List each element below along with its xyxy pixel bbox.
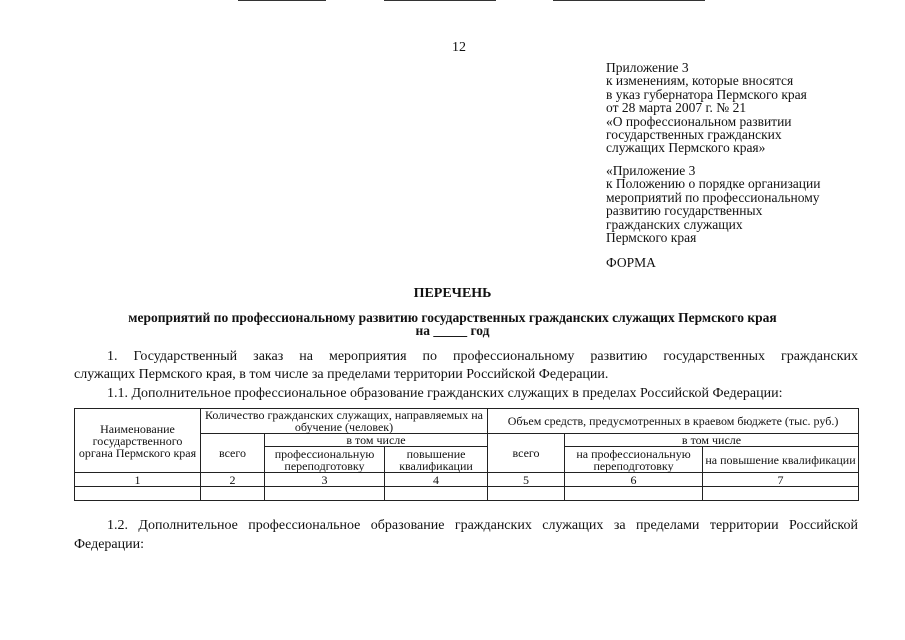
table-cell	[201, 487, 265, 501]
header-qualification: повышение квалификации	[385, 447, 488, 473]
section-1-2-line-1: 1.2. Дополнительное профессиональное образование гражданских служащих за пределами территории Российской	[107, 518, 858, 533]
appendix-line: мероприятий по профессиональному	[606, 189, 820, 205]
header-retraining: профессиональную переподготовку	[265, 447, 385, 473]
form-label: ФОРМА	[606, 255, 656, 270]
appendix-line: служащих Пермского края»	[606, 140, 766, 156]
section-1-1: 1.1. Дополнительное профессиональное образование гражданских служащих в пределах Российской Федерации:	[107, 386, 783, 401]
appendix-line: «Приложение 3	[606, 163, 696, 178]
appendix-line: гражданских служащих	[606, 216, 743, 232]
column-number: 5	[488, 473, 565, 487]
column-number: 2	[201, 473, 265, 487]
appendix-line: Пермского края	[606, 230, 697, 246]
appendix-line: в указ губернатора Пермского края	[606, 86, 807, 102]
column-number: 4	[385, 473, 488, 487]
appendix-block	[606, 61, 807, 155]
form-table	[74, 408, 859, 501]
header-org-name: Наименование государственного органа Пермского края	[75, 409, 201, 473]
header-total-funds: всего	[488, 434, 565, 473]
section-1-line-1: 1. Государственный заказ на мероприятия по профессиональному развитию государственных гражданских	[107, 349, 858, 364]
header-qualification-funds: на повышение квалификации	[703, 447, 859, 473]
appendix-line: к Положению о порядке организации	[606, 176, 821, 192]
appendix-line: к изменениям, которые вносятся	[606, 73, 794, 89]
header-retraining-funds: на профессиональную переподготовку	[565, 447, 703, 473]
table-cell	[75, 487, 201, 501]
top-rule-2	[384, 0, 496, 1]
column-number-row	[75, 473, 859, 487]
appendix-block-2	[606, 164, 820, 244]
appendix-line: государственных гражданских	[606, 127, 782, 143]
appendix-line: Приложение 3	[606, 60, 689, 75]
header-including-count: в том числе	[265, 434, 488, 447]
document-subtitle: мероприятий по профессиональному развитию государственных гражданских служащих Пермского края	[128, 310, 777, 325]
column-number: 6	[565, 473, 703, 487]
page-number: 12	[452, 40, 466, 55]
appendix-line: «О профессиональном развитии	[606, 113, 792, 129]
table-cell	[703, 487, 859, 501]
table-cell	[265, 487, 385, 501]
section-1-line-2: служащих Пермского края, в том числе за пределами территории Российской Федерации.	[74, 367, 609, 382]
table-row	[75, 487, 859, 501]
table-cell	[385, 487, 488, 501]
table-cell	[488, 487, 565, 501]
top-rule-1	[238, 0, 326, 1]
table-cell	[565, 487, 703, 501]
header-employee-count: Количество гражданских служащих, направляемых на обучение (человек)	[201, 409, 488, 434]
header-including-funds: в том числе	[565, 434, 859, 447]
header-budget-funds: Объем средств, предусмотренных в краевом бюджете (тыс. руб.)	[488, 409, 859, 434]
header-total-count: всего	[201, 434, 265, 473]
column-number: 1	[75, 473, 201, 487]
appendix-line: от 28 марта 2007 г. № 21	[606, 100, 747, 116]
year-line: на _____ год	[415, 323, 490, 338]
column-number: 7	[703, 473, 859, 487]
top-rule-3	[553, 0, 705, 1]
document-title: ПЕРЕЧЕНЬ	[413, 286, 492, 301]
section-1-2-line-2: Федерации:	[74, 537, 145, 552]
column-number: 3	[265, 473, 385, 487]
appendix-line: развитию государственных	[606, 203, 763, 219]
